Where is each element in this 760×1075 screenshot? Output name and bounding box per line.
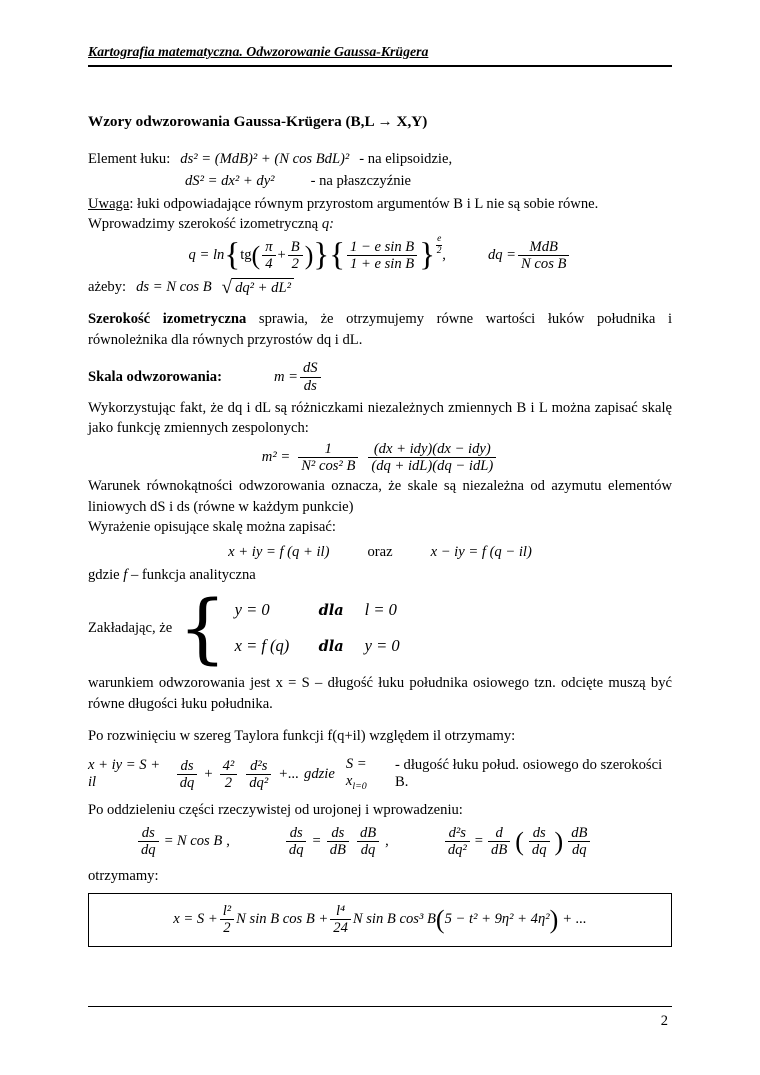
azeby-label: ażeby:: [88, 279, 127, 296]
chain-rule-line: [88, 825, 672, 859]
fraction-ds-dq: $\frac{ds}{dq}$: [529, 825, 550, 859]
m2-lhs: m² =: [261, 449, 291, 466]
separation-paragraph: Po oddzieleniu części rzeczywistej od urojonej i wprowadzeniu:: [88, 802, 463, 819]
fraction-b-2: $\frac{B}{2}$: [288, 239, 303, 273]
dq-lhs: dq =: [487, 247, 517, 264]
azeby-line: [88, 278, 672, 297]
comma: ,: [226, 833, 230, 850]
radical-icon: √: [221, 277, 233, 299]
chain-eq-3: [443, 825, 593, 859]
taylor-dots: +...: [278, 765, 300, 782]
header-title: Kartografia matematyczna. Odwzorowanie Gaussa-Krügera: [88, 44, 429, 59]
uwaga-paragraph: [88, 194, 672, 214]
plane-note: - na płaszczyźnie: [310, 173, 412, 190]
fq-right: x − iy = f (q − il): [430, 543, 532, 560]
arc-label: Element łuku:: [88, 151, 171, 167]
plane-formula: dS² = dx² + dy²: [185, 173, 275, 190]
otrzymamy-line: otrzymamy:: [88, 868, 159, 885]
case1-dla: dla: [318, 602, 344, 620]
final-inner: 5 − t² + 9η² + 4η²: [444, 911, 550, 928]
conformality-paragraph: Warunek równokątności odwzorowania oznacza, że skale są niezależna od azymutu elementów liniowych dS i ds (równe w każdym punkcie): [88, 478, 672, 515]
tg-function: tg: [240, 247, 252, 264]
left-brace: {: [178, 583, 227, 673]
arc-element-line: [88, 149, 672, 169]
fraction-ds-db: $\frac{ds}{dB}$: [327, 825, 349, 859]
left-paren: (: [251, 240, 261, 270]
cases-column: [235, 600, 400, 656]
assumption-cases: [88, 583, 672, 673]
fraction-l4-24: $\frac{\text{l⁴}}{24}$: [330, 903, 351, 937]
right-brace: }: [419, 236, 436, 273]
oraz-text: oraz: [367, 543, 393, 560]
azeby-formula: ds = N cos B: [136, 279, 212, 296]
taylor-intro: Po rozwinięciu w szereg Taylora funkcji f(q+il) względem il otrzymamy:: [88, 727, 516, 744]
case2-dla: dla: [318, 638, 344, 656]
square-root: [222, 278, 294, 297]
chain-eq-2: [284, 825, 389, 859]
condition-paragraph: warunkiem odwzorowania jest x = S – długość łuku południka osiowego tzn. odcięte muszą być równe długości łuku południka.: [88, 675, 672, 712]
gdzie-pre: gdzie: [88, 566, 124, 583]
right-paren: ): [304, 240, 314, 270]
fraction-ds-dq: $\frac{ds}{dq}$: [138, 825, 159, 859]
arc-note: - na elipsoidzie,: [359, 151, 453, 167]
s-def-subscript: l=0: [352, 781, 367, 793]
final-formula-box: [88, 893, 672, 947]
equals-sign: =: [164, 833, 173, 850]
fraction-d2s-dq2: $\frac{\text{d²s}}{\text{dq²}}$: [246, 758, 271, 792]
gdzie-post: – funkcja analityczna: [127, 566, 256, 583]
footer-rule: [88, 1006, 672, 1007]
case1-left: y = 0: [234, 600, 270, 620]
taylor-gdzie: gdzie: [304, 765, 335, 782]
scale-label: Skala odwzorowania:: [88, 368, 222, 385]
right-paren: ): [549, 904, 559, 934]
right-paren: ): [554, 826, 564, 856]
arc-formula: ds² = (MdB)² + (N cos BdL)²: [180, 151, 350, 167]
left-brace: {: [224, 236, 241, 273]
intro-text: Wprowadzimy szerokość izometryczną: [88, 216, 322, 233]
intro-q-symbol: q:: [321, 216, 334, 233]
scale-lhs: m =: [273, 368, 298, 385]
equals-sign: =: [474, 833, 484, 850]
fraction-4sq-2: $\frac{\text{4²}}{2}$: [220, 758, 238, 792]
fraction-l2-2: $\frac{\text{l²}}{2}$: [220, 903, 234, 937]
fraction-db-dq: $\frac{dB}{dq}$: [568, 825, 590, 859]
gdzie-line: [88, 565, 672, 585]
isometric-paragraph: [88, 309, 672, 350]
left-paren: (: [435, 904, 445, 934]
fraction-ds-dq: $\frac{ds}{dq}$: [286, 825, 307, 859]
plus-sign: +: [277, 247, 286, 264]
case-row-1: [235, 600, 400, 620]
complex-paragraph: Wykorzystując fakt, że dq i dL są różniczkami niezależnych zmiennych B i L można zapisać skalę jako funkcję zmiennych zespolonych:: [88, 399, 672, 437]
fq-left: x + iy = f (q + il): [228, 543, 330, 560]
chain-eq-1: [136, 825, 230, 859]
s-def-text: S = x: [345, 756, 367, 790]
left-brace: {: [329, 236, 346, 273]
expression-paragraph: Wyrażenie opisujące skalę można zapisać:: [88, 519, 336, 536]
s-definition: [346, 756, 390, 792]
analytic-function-formula: [88, 544, 672, 561]
fraction-mdb: $\frac{\text{MdB}}{\text{N cos B}}$: [518, 239, 569, 273]
fraction-pi-4: $\frac{\pi}{4}$: [262, 239, 275, 273]
scale-line: [88, 360, 672, 394]
q-lhs: q = ln: [188, 247, 225, 264]
final-dots: + ...: [562, 911, 587, 928]
final-mid1: N sin B cos B +: [236, 911, 329, 928]
isometric-text: sprawia, że otrzymujemy równe wartości łuków południka i równoleżnika dla równych przyrostów dq i dL.: [88, 311, 673, 348]
fraction-ds-dq: $\frac{ds}{dq}$: [177, 758, 198, 792]
fraction-d2s-dq2: $\frac{\text{d²s}}{\text{dq²}}$: [445, 825, 470, 859]
page-header: [88, 44, 672, 67]
exponent-e-2: e 2: [436, 234, 442, 257]
case2-left: x = f (q): [234, 636, 290, 656]
gdzie-f-symbol: f: [123, 566, 128, 583]
comma: ,: [442, 247, 446, 264]
isometric-latitude-formula: [88, 234, 672, 273]
final-mid2: N sin B cos³ B: [352, 911, 436, 928]
right-brace: }: [313, 236, 330, 273]
cases-label: Zakładając, że: [88, 619, 173, 636]
taylor-lhs: x + iy = S + il: [88, 757, 161, 791]
plane-element-line: [88, 171, 672, 191]
case2-right: y = 0: [364, 636, 400, 656]
equals-sign: =: [312, 833, 321, 850]
uwaga-text: : łuki odpowiadające równym przyrostom argumentów B i L nie są sobie równe.: [129, 195, 599, 212]
scale-squared-formula: [88, 441, 672, 475]
uwaga-label: Uwaga: [88, 195, 130, 212]
taylor-series-formula: [88, 756, 672, 792]
fraction-complex: $\frac{\text{(dx + idy)(dx − idy)}}{\text{(dq + idL)(dq − idL)}}$: [368, 441, 496, 475]
chain1-rhs: N cos B: [176, 833, 223, 850]
isometric-intro-line: [88, 214, 672, 234]
fraction-db-dq: $\frac{dB}{dq}$: [357, 825, 379, 859]
fraction-d-db: $\frac{d}{dB}$: [488, 825, 510, 859]
case-row-2: [235, 636, 400, 656]
plus-sign: +: [204, 765, 213, 782]
fraction-ds-ds: $\frac{dS}{ds}$: [300, 360, 321, 394]
taylor-tail: - długość łuku połud. osiowego do szerokości B.: [395, 757, 663, 791]
page-number: 2: [660, 1013, 668, 1029]
page-title: Wzory odwzorowania Gaussa-Krügera (B,L → X,Y): [88, 113, 428, 130]
fraction-one-ncos: $\frac{1}{\text{N² cos² B}}$: [298, 441, 358, 475]
comma: ,: [385, 833, 389, 850]
case1-right: l = 0: [364, 600, 397, 620]
fraction-esin: $\frac{\text{1 − e sin B}}{\text{1 + e sin B}}$: [347, 239, 417, 273]
isometric-bold: Szerokość izometryczna: [88, 311, 247, 328]
final-lhs: x = S +: [173, 911, 218, 928]
left-paren: (: [515, 826, 524, 856]
radicand: dq² + dL²: [232, 278, 294, 297]
